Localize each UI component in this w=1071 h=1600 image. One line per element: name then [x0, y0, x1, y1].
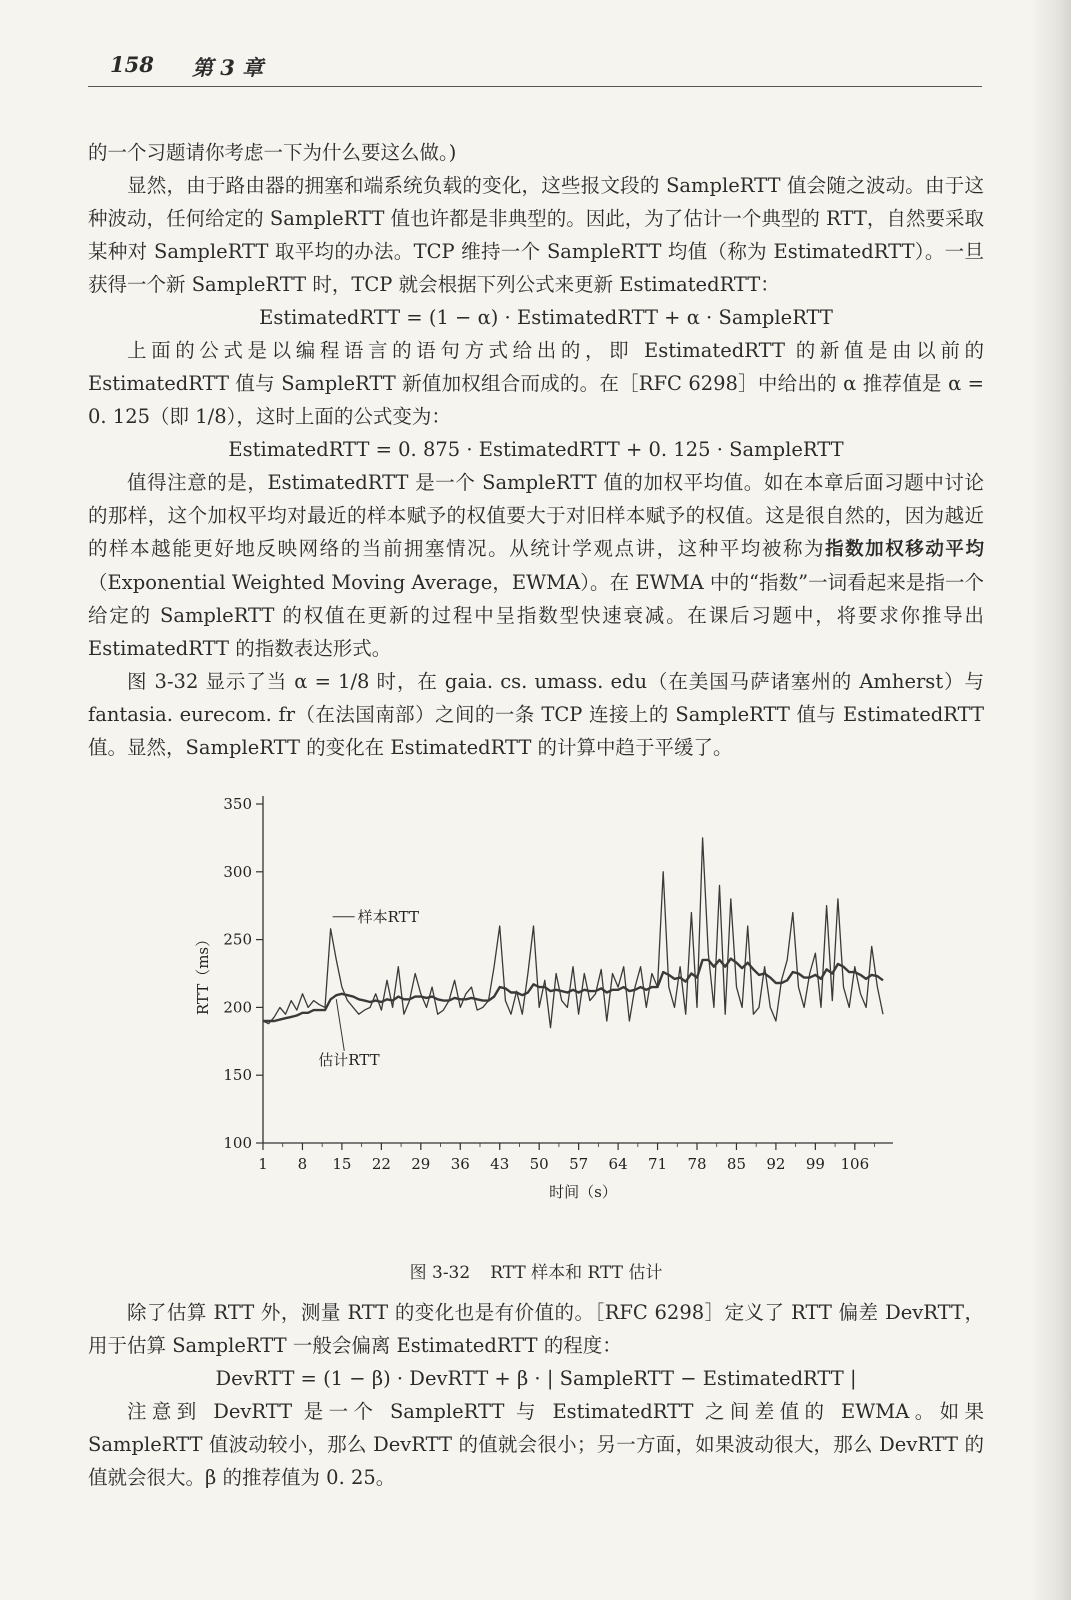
y-tick-label: 350 [223, 795, 252, 813]
x-tick-label: 64 [608, 1155, 628, 1173]
x-tick-label: 106 [840, 1155, 870, 1173]
x-tick-label: 36 [450, 1155, 470, 1173]
paragraph-ewma [88, 466, 984, 665]
formula-estimated-rtt: EstimatedRTT = (1 − α) · EstimatedRTT + α · SampleRTT [259, 306, 833, 329]
ewma-text-part1: 值得注意的是，EstimatedRTT 是一个 SampleRTT 值的加权平均值。如在本章后面习题中讨论的那样，这个加权平均对最近的样本赋予的权值要大于对旧样本赋予的权值。这是很自然的，因为越近的样本越能更好地反映网络的当前拥塞情况。从统计学观点讲，这种平均被称为 [88, 471, 984, 560]
sample-rtt-annotation: 样本RTT [357, 907, 419, 926]
paragraph-alpha-recommendation: 上面的公式是以编程语言的语句方式给出的，即 EstimatedRTT 的新值是由以前的 EstimatedRTT 值与 SampleRTT 新值加权组合而成的。在［RFC 6298］中给出的 α 推荐值是 α = 0. 125（即 1/8），这时上面的公式变为： [88, 339, 984, 428]
x-tick-label: 15 [332, 1155, 352, 1173]
chapter-label: 第 3 章 [192, 55, 264, 80]
rtt-chart-svg [88, 768, 984, 1228]
figure-caption [88, 1258, 984, 1288]
x-tick-label: 50 [529, 1155, 549, 1173]
x-tick-label: 1 [258, 1155, 268, 1173]
y-axis-label: RTT（ms） [194, 931, 212, 1016]
estimated-rtt-annotation: 估计RTT [318, 1050, 380, 1069]
formula-devrtt: DevRTT = (1 − β) · DevRTT + β · | SampleRTT − EstimatedRTT | [215, 1367, 857, 1390]
bold-term-ewma: 指数加权移动平均 [825, 539, 984, 560]
y-tick-label: 200 [223, 998, 252, 1017]
x-axis-label: 时间（s） [549, 1183, 617, 1201]
x-tick-label: 99 [805, 1155, 825, 1173]
formula-estimated-rtt-numeric: EstimatedRTT = 0. 875 · EstimatedRTT + 0. 125 · SampleRTT [228, 438, 844, 461]
x-tick-label: 71 [647, 1155, 668, 1173]
ewma-text-part2: （Exponential Weighted Moving Average，EWMA）。在 EWMA 中的“指数”一词看起来是指一个给定的 SampleRTT 的权值在更新的过程中呈指数型快速衰减。在课后习题中，将要求你推导出 EstimatedRTT 的指数表达形式。 [88, 571, 984, 660]
page-body [88, 136, 984, 1494]
x-tick-label: 29 [411, 1155, 431, 1173]
page-number: 158 [110, 52, 154, 77]
paragraph-devrtt-intro: 除了估算 RTT 外，测量 RTT 的变化也是有价值的。［RFC 6298］定义了 RTT 偏差 DevRTT，用于估算 SampleRTT 一般会偏离 EstimatedRTT 的程度： [88, 1301, 984, 1357]
paragraph-samplertt-fluctuation: 显然，由于路由器的拥塞和端系统负载的变化，这些报文段的 SampleRTT 值会随之波动。由于这种波动，任何给定的 SampleRTT 值也许都是非典型的。因此，为了估计一个典型的 RTT，自然要采取某种对 SampleRTT 取平均的办法。TCP 维持一个 SampleRTT 均值（称为 EstimatedRTT）。一旦获得一个新 SampleRTT 时，TCP 就会根据下列公式来更新 EstimatedRTT： [88, 174, 984, 296]
figure-caption-text: RTT 样本和 RTT 估计 [490, 1263, 663, 1283]
rtt-chart [88, 768, 984, 1258]
x-tick-label: 22 [371, 1155, 391, 1173]
paragraph-devrtt-explanation: 注意到 DevRTT 是一个 SampleRTT 与 EstimatedRTT 之间差值的 EWMA。如果 SampleRTT 值波动较小，那么 DevRTT 的值就会很小；另一方面，如果波动很大，那么 DevRTT 的值就会很大。β 的推荐值为 0. 25。 [88, 1400, 984, 1489]
paragraph-continuation: 的一个习题请你考虑一下为什么要这么做。) [88, 141, 457, 164]
estimated-rtt-leader [336, 999, 344, 1051]
y-tick-label: 150 [223, 1066, 252, 1085]
y-tick-label: 300 [223, 862, 252, 881]
page-edge-shadow [1035, 0, 1071, 1600]
x-tick-label: 43 [490, 1155, 510, 1173]
y-tick-label: 250 [223, 930, 252, 949]
paragraph-figure-reference: 图 3-32 显示了当 α = 1/8 时，在 gaia. cs. umass. edu（在美国马萨诸塞州的 Amherst）与 fantasia. eurecom. fr（在法国南部）之间的一条 TCP 连接上的 SampleRTT 值与 EstimatedRTT 值。显然，SampleRTT 的变化在 EstimatedRTT 的计算中趋于平缓了。 [88, 670, 984, 759]
x-tick-label: 92 [766, 1155, 786, 1173]
y-tick-label: 100 [223, 1134, 252, 1152]
figure-number: 图 3-32 [409, 1263, 471, 1283]
running-header [88, 46, 982, 87]
x-tick-label: 78 [687, 1155, 707, 1173]
x-tick-label: 8 [297, 1155, 308, 1173]
x-tick-label: 57 [569, 1155, 589, 1173]
x-tick-label: 85 [726, 1155, 747, 1173]
